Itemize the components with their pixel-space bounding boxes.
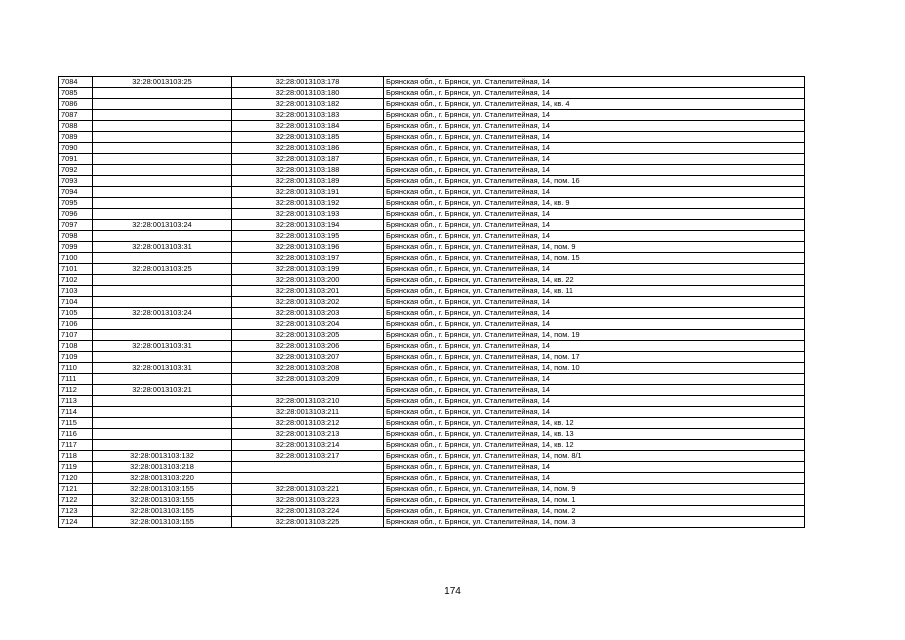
object-number-cell: 32:28:0013103:213 <box>232 429 384 440</box>
address-cell: Брянская обл., г. Брянск, ул. Сталелитейная, 14, пом. 17 <box>384 352 805 363</box>
parcel-number-cell: 32:28:0013103:155 <box>93 506 232 517</box>
object-number-cell: 32:28:0013103:196 <box>232 242 384 253</box>
parcel-number-cell <box>93 330 232 341</box>
object-number-cell <box>232 473 384 484</box>
table-row <box>59 484 805 495</box>
row-number-cell: 7099 <box>59 242 93 253</box>
row-number-cell: 7112 <box>59 385 93 396</box>
row-number-cell: 7094 <box>59 187 93 198</box>
table-row <box>59 330 805 341</box>
object-number-cell: 32:28:0013103:210 <box>232 396 384 407</box>
table-row <box>59 132 805 143</box>
parcel-number-cell <box>93 209 232 220</box>
address-cell: Брянская обл., г. Брянск, ул. Сталелитейная, 14, кв. 12 <box>384 418 805 429</box>
address-cell: Брянская обл., г. Брянск, ул. Сталелитейная, 14 <box>384 121 805 132</box>
object-number-cell: 32:28:0013103:178 <box>232 77 384 88</box>
row-number-cell: 7110 <box>59 363 93 374</box>
object-number-cell: 32:28:0013103:225 <box>232 517 384 528</box>
row-number-cell: 7118 <box>59 451 93 462</box>
row-number-cell: 7089 <box>59 132 93 143</box>
object-number-cell: 32:28:0013103:183 <box>232 110 384 121</box>
address-cell: Брянская обл., г. Брянск, ул. Сталелитейная, 14 <box>384 143 805 154</box>
row-number-cell: 7117 <box>59 440 93 451</box>
table-row <box>59 143 805 154</box>
object-number-cell: 32:28:0013103:200 <box>232 275 384 286</box>
table-row <box>59 506 805 517</box>
parcel-number-cell <box>93 352 232 363</box>
address-cell: Брянская обл., г. Брянск, ул. Сталелитейная, 14, пом. 2 <box>384 506 805 517</box>
table-row <box>59 154 805 165</box>
parcel-number-cell: 32:28:0013103:220 <box>93 473 232 484</box>
address-cell: Брянская обл., г. Брянск, ул. Сталелитейная, 14 <box>384 319 805 330</box>
address-cell: Брянская обл., г. Брянск, ул. Сталелитейная, 14 <box>384 231 805 242</box>
parcel-number-cell: 32:28:0013103:31 <box>93 242 232 253</box>
row-number-cell: 7104 <box>59 297 93 308</box>
table-row <box>59 363 805 374</box>
parcel-number-cell: 32:28:0013103:25 <box>93 77 232 88</box>
object-number-cell: 32:28:0013103:202 <box>232 297 384 308</box>
table-row <box>59 220 805 231</box>
object-number-cell: 32:28:0013103:209 <box>232 374 384 385</box>
table-row <box>59 209 805 220</box>
parcel-number-cell <box>93 407 232 418</box>
table-row <box>59 407 805 418</box>
object-number-cell: 32:28:0013103:207 <box>232 352 384 363</box>
address-cell: Брянская обл., г. Брянск, ул. Сталелитейная, 14 <box>384 154 805 165</box>
table-row <box>59 374 805 385</box>
object-number-cell: 32:28:0013103:221 <box>232 484 384 495</box>
parcel-number-cell <box>93 132 232 143</box>
address-cell: Брянская обл., г. Брянск, ул. Сталелитейная, 14, кв. 11 <box>384 286 805 297</box>
row-number-cell: 7124 <box>59 517 93 528</box>
object-number-cell: 32:28:0013103:224 <box>232 506 384 517</box>
parcel-number-cell: 32:28:0013103:155 <box>93 517 232 528</box>
row-number-cell: 7097 <box>59 220 93 231</box>
table-row <box>59 451 805 462</box>
table-row <box>59 473 805 484</box>
address-cell: Брянская обл., г. Брянск, ул. Сталелитейная, 14 <box>384 110 805 121</box>
table-row <box>59 418 805 429</box>
object-number-cell: 32:28:0013103:197 <box>232 253 384 264</box>
table-row <box>59 253 805 264</box>
row-number-cell: 7102 <box>59 275 93 286</box>
parcel-number-cell <box>93 99 232 110</box>
table-row <box>59 308 805 319</box>
address-cell: Брянская обл., г. Брянск, ул. Сталелитейная, 14 <box>384 308 805 319</box>
table-row <box>59 462 805 473</box>
table-row <box>59 319 805 330</box>
parcel-number-cell <box>93 154 232 165</box>
row-number-cell: 7085 <box>59 88 93 99</box>
address-cell: Брянская обл., г. Брянск, ул. Сталелитейная, 14 <box>384 209 805 220</box>
address-cell: Брянская обл., г. Брянск, ул. Сталелитейная, 14, пом. 1 <box>384 495 805 506</box>
address-cell: Брянская обл., г. Брянск, ул. Сталелитейная, 14, пом. 8/1 <box>384 451 805 462</box>
address-cell: Брянская обл., г. Брянск, ул. Сталелитейная, 14, пом. 9 <box>384 242 805 253</box>
object-number-cell: 32:28:0013103:214 <box>232 440 384 451</box>
table-row <box>59 517 805 528</box>
row-number-cell: 7101 <box>59 264 93 275</box>
parcel-number-cell <box>93 429 232 440</box>
parcel-number-cell: 32:28:0013103:132 <box>93 451 232 462</box>
address-cell: Брянская обл., г. Брянск, ул. Сталелитейная, 14, пом. 3 <box>384 517 805 528</box>
table-row <box>59 495 805 506</box>
object-number-cell: 32:28:0013103:180 <box>232 88 384 99</box>
row-number-cell: 7106 <box>59 319 93 330</box>
row-number-cell: 7100 <box>59 253 93 264</box>
table-row <box>59 176 805 187</box>
object-number-cell: 32:28:0013103:185 <box>232 132 384 143</box>
object-number-cell: 32:28:0013103:206 <box>232 341 384 352</box>
table-row <box>59 385 805 396</box>
parcel-number-cell <box>93 198 232 209</box>
address-cell: Брянская обл., г. Брянск, ул. Сталелитейная, 14, кв. 4 <box>384 99 805 110</box>
parcel-number-cell <box>93 143 232 154</box>
object-number-cell <box>232 385 384 396</box>
address-cell: Брянская обл., г. Брянск, ул. Сталелитейная, 14 <box>384 220 805 231</box>
parcel-number-cell: 32:28:0013103:155 <box>93 495 232 506</box>
row-number-cell: 7098 <box>59 231 93 242</box>
table-row <box>59 297 805 308</box>
address-cell: Брянская обл., г. Брянск, ул. Сталелитейная, 14 <box>384 264 805 275</box>
address-cell: Брянская обл., г. Брянск, ул. Сталелитейная, 14, кв. 13 <box>384 429 805 440</box>
parcel-number-cell <box>93 286 232 297</box>
parcel-number-cell <box>93 165 232 176</box>
row-number-cell: 7114 <box>59 407 93 418</box>
address-cell: Брянская обл., г. Брянск, ул. Сталелитейная, 14, пом. 19 <box>384 330 805 341</box>
object-number-cell: 32:28:0013103:208 <box>232 363 384 374</box>
table-body <box>59 77 805 528</box>
address-cell: Брянская обл., г. Брянск, ул. Сталелитейная, 14, пом. 10 <box>384 363 805 374</box>
row-number-cell: 7105 <box>59 308 93 319</box>
address-cell: Брянская обл., г. Брянск, ул. Сталелитейная, 14 <box>384 341 805 352</box>
object-number-cell: 32:28:0013103:195 <box>232 231 384 242</box>
object-number-cell: 32:28:0013103:217 <box>232 451 384 462</box>
address-cell: Брянская обл., г. Брянск, ул. Сталелитейная, 14 <box>384 407 805 418</box>
table-row <box>59 286 805 297</box>
parcel-number-cell <box>93 253 232 264</box>
parcel-number-cell <box>93 110 232 121</box>
parcel-number-cell: 32:28:0013103:21 <box>93 385 232 396</box>
address-cell: Брянская обл., г. Брянск, ул. Сталелитейная, 14, пом. 9 <box>384 484 805 495</box>
address-cell: Брянская обл., г. Брянск, ул. Сталелитейная, 14 <box>384 77 805 88</box>
row-number-cell: 7113 <box>59 396 93 407</box>
object-number-cell: 32:28:0013103:182 <box>232 99 384 110</box>
object-number-cell: 32:28:0013103:201 <box>232 286 384 297</box>
object-number-cell: 32:28:0013103:189 <box>232 176 384 187</box>
row-number-cell: 7087 <box>59 110 93 121</box>
address-cell: Брянская обл., г. Брянск, ул. Сталелитейная, 14 <box>384 374 805 385</box>
parcel-number-cell: 32:28:0013103:155 <box>93 484 232 495</box>
object-number-cell: 32:28:0013103:203 <box>232 308 384 319</box>
parcel-number-cell <box>93 187 232 198</box>
table-row <box>59 440 805 451</box>
row-number-cell: 7090 <box>59 143 93 154</box>
parcel-number-cell <box>93 88 232 99</box>
row-number-cell: 7096 <box>59 209 93 220</box>
address-cell: Брянская обл., г. Брянск, ул. Сталелитейная, 14 <box>384 132 805 143</box>
row-number-cell: 7107 <box>59 330 93 341</box>
table-row <box>59 264 805 275</box>
row-number-cell: 7091 <box>59 154 93 165</box>
row-number-cell: 7092 <box>59 165 93 176</box>
table-row <box>59 396 805 407</box>
table-row <box>59 198 805 209</box>
parcel-number-cell <box>93 418 232 429</box>
row-number-cell: 7115 <box>59 418 93 429</box>
table-row <box>59 242 805 253</box>
address-cell: Брянская обл., г. Брянск, ул. Сталелитейная, 14 <box>384 297 805 308</box>
object-number-cell: 32:28:0013103:204 <box>232 319 384 330</box>
address-cell: Брянская обл., г. Брянск, ул. Сталелитейная, 14, кв. 22 <box>384 275 805 286</box>
row-number-cell: 7109 <box>59 352 93 363</box>
address-cell: Брянская обл., г. Брянск, ул. Сталелитейная, 14 <box>384 396 805 407</box>
parcel-number-cell <box>93 176 232 187</box>
row-number-cell: 7086 <box>59 99 93 110</box>
parcel-number-cell <box>93 121 232 132</box>
parcel-number-cell: 32:28:0013103:31 <box>93 363 232 374</box>
parcel-number-cell <box>93 297 232 308</box>
row-number-cell: 7119 <box>59 462 93 473</box>
row-number-cell: 7088 <box>59 121 93 132</box>
address-cell: Брянская обл., г. Брянск, ул. Сталелитейная, 14, пом. 15 <box>384 253 805 264</box>
address-cell: Брянская обл., г. Брянск, ул. Сталелитейная, 14, кв. 9 <box>384 198 805 209</box>
address-cell: Брянская обл., г. Брянск, ул. Сталелитейная, 14 <box>384 187 805 198</box>
address-cell: Брянская обл., г. Брянск, ул. Сталелитейная, 14, кв. 12 <box>384 440 805 451</box>
parcel-number-cell <box>93 374 232 385</box>
object-number-cell: 32:28:0013103:187 <box>232 154 384 165</box>
table-row <box>59 187 805 198</box>
table-row <box>59 77 805 88</box>
row-number-cell: 7084 <box>59 77 93 88</box>
parcel-number-cell <box>93 231 232 242</box>
table-row <box>59 99 805 110</box>
address-cell: Брянская обл., г. Брянск, ул. Сталелитейная, 14 <box>384 462 805 473</box>
address-cell: Брянская обл., г. Брянск, ул. Сталелитейная, 14 <box>384 385 805 396</box>
page-number: 174 <box>444 586 461 597</box>
parcel-number-cell: 32:28:0013103:24 <box>93 308 232 319</box>
address-cell: Брянская обл., г. Брянск, ул. Сталелитейная, 14 <box>384 165 805 176</box>
row-number-cell: 7121 <box>59 484 93 495</box>
cadastral-table <box>58 76 805 528</box>
object-number-cell: 32:28:0013103:184 <box>232 121 384 132</box>
parcel-number-cell <box>93 396 232 407</box>
row-number-cell: 7122 <box>59 495 93 506</box>
row-number-cell: 7123 <box>59 506 93 517</box>
row-number-cell: 7103 <box>59 286 93 297</box>
object-number-cell: 32:28:0013103:186 <box>232 143 384 154</box>
row-number-cell: 7111 <box>59 374 93 385</box>
parcel-number-cell <box>93 275 232 286</box>
table-row <box>59 429 805 440</box>
object-number-cell: 32:28:0013103:205 <box>232 330 384 341</box>
parcel-number-cell: 32:28:0013103:25 <box>93 264 232 275</box>
object-number-cell: 32:28:0013103:188 <box>232 165 384 176</box>
table-row <box>59 165 805 176</box>
object-number-cell: 32:28:0013103:199 <box>232 264 384 275</box>
address-cell: Брянская обл., г. Брянск, ул. Сталелитейная, 14, пом. 16 <box>384 176 805 187</box>
row-number-cell: 7093 <box>59 176 93 187</box>
object-number-cell: 32:28:0013103:223 <box>232 495 384 506</box>
row-number-cell: 7108 <box>59 341 93 352</box>
object-number-cell: 32:28:0013103:212 <box>232 418 384 429</box>
table-row <box>59 88 805 99</box>
parcel-number-cell: 32:28:0013103:218 <box>93 462 232 473</box>
object-number-cell: 32:28:0013103:192 <box>232 198 384 209</box>
row-number-cell: 7120 <box>59 473 93 484</box>
address-cell: Брянская обл., г. Брянск, ул. Сталелитейная, 14 <box>384 473 805 484</box>
row-number-cell: 7116 <box>59 429 93 440</box>
object-number-cell <box>232 462 384 473</box>
table-row <box>59 352 805 363</box>
parcel-number-cell: 32:28:0013103:31 <box>93 341 232 352</box>
table-row <box>59 121 805 132</box>
table-row <box>59 275 805 286</box>
object-number-cell: 32:28:0013103:211 <box>232 407 384 418</box>
parcel-number-cell <box>93 319 232 330</box>
object-number-cell: 32:28:0013103:191 <box>232 187 384 198</box>
parcel-number-cell: 32:28:0013103:24 <box>93 220 232 231</box>
table-row <box>59 110 805 121</box>
table-row <box>59 231 805 242</box>
parcel-number-cell <box>93 440 232 451</box>
object-number-cell: 32:28:0013103:194 <box>232 220 384 231</box>
address-cell: Брянская обл., г. Брянск, ул. Сталелитейная, 14 <box>384 88 805 99</box>
object-number-cell: 32:28:0013103:193 <box>232 209 384 220</box>
table-row <box>59 341 805 352</box>
row-number-cell: 7095 <box>59 198 93 209</box>
